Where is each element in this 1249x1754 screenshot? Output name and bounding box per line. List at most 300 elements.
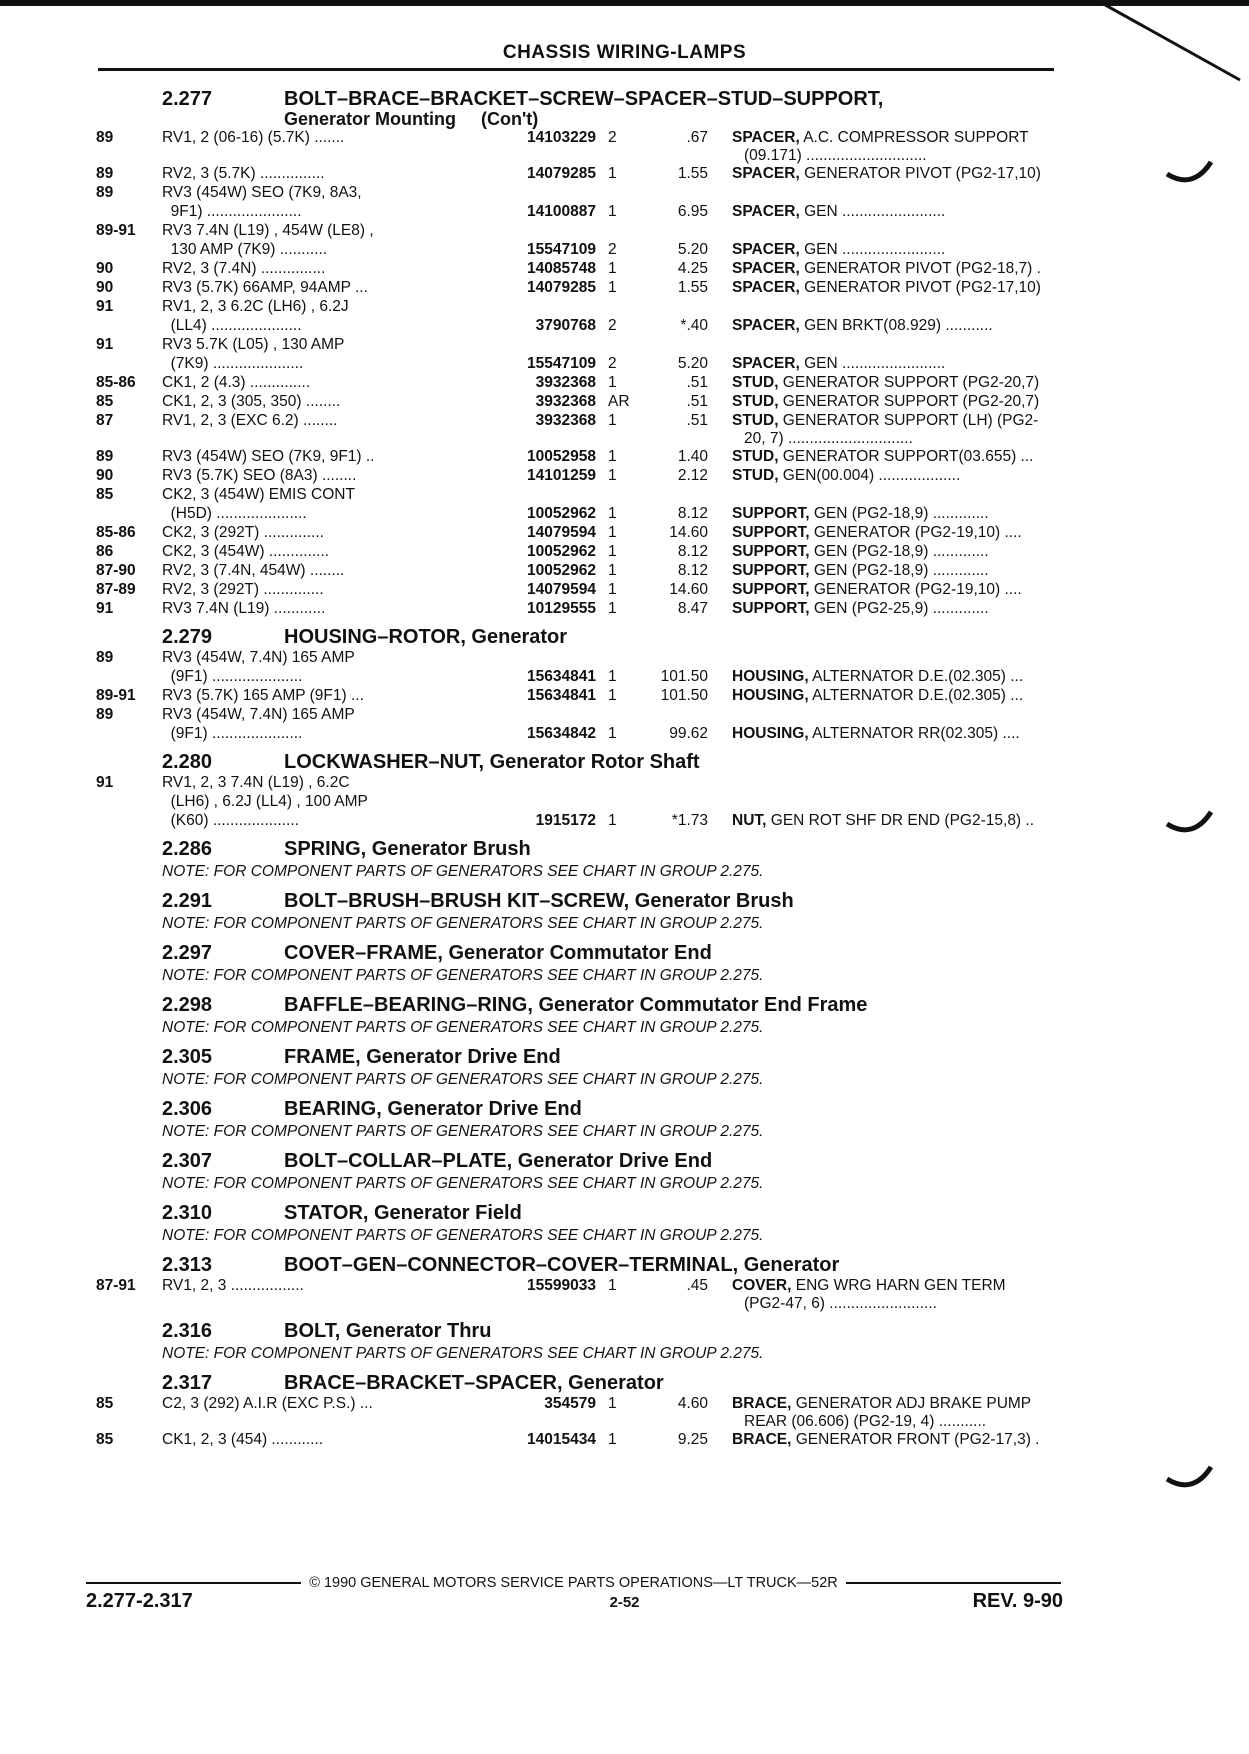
application: RV2, 3 (7.4N) ............... <box>162 260 326 277</box>
page-title: CHASSIS WIRING-LAMPS <box>502 42 747 63</box>
application: RV1, 2, 3 7.4N (L19) , 6.2C <box>162 774 350 791</box>
model-year: 85-86 <box>96 374 136 391</box>
quantity: 1 <box>608 581 617 598</box>
quantity: 1 <box>608 812 617 829</box>
application: 130 AMP (7K9) ........... <box>162 241 328 258</box>
application: RV3 (5.7K) SEO (8A3) ........ <box>162 467 357 484</box>
description-continuation: (09.171) ............................ <box>744 147 927 164</box>
section-number: 2.279 <box>162 626 213 648</box>
description-noun: SPACER, <box>732 260 800 277</box>
part-row <box>96 686 1058 705</box>
description-detail: GENERATOR SUPPORT (PG2-20,7) <box>778 393 1040 410</box>
part-number <box>488 335 596 354</box>
description <box>708 1394 1058 1413</box>
model-year <box>96 811 162 830</box>
part-row <box>96 667 1058 686</box>
application: CK2, 3 (454W) EMIS CONT <box>162 486 355 503</box>
part-row <box>96 1430 1058 1449</box>
price: .45 <box>686 1277 708 1294</box>
section-title: HOUSING–ROTOR, Generator <box>284 626 568 648</box>
application: RV3 (5.7K) 165 AMP (9F1) ... <box>162 687 364 704</box>
model-year: 89 <box>96 184 114 201</box>
description <box>708 373 1058 392</box>
application: CK2, 3 (454W) .............. <box>162 543 330 560</box>
price <box>636 335 708 354</box>
description <box>708 447 1058 466</box>
description-detail: GENERATOR SUPPORT (PG2-20,7) <box>778 374 1040 391</box>
part-row <box>96 183 1058 202</box>
section-note: NOTE: FOR COMPONENT PARTS OF GENERATORS SEE CHART IN GROUP 2.275. <box>162 1227 764 1244</box>
description-noun: STUD, <box>732 448 779 465</box>
part-number: 14079285 <box>527 165 596 182</box>
part-number: 15547109 <box>527 241 596 258</box>
section-number: 2.291 <box>162 890 213 912</box>
part-row <box>96 504 1058 523</box>
quantity <box>596 297 636 316</box>
application: RV1, 2 (06-16) (5.7K) ....... <box>162 129 345 146</box>
application: (K60) .................... <box>162 812 299 829</box>
part-row <box>96 202 1058 221</box>
part-row <box>96 705 1058 724</box>
quantity: 1 <box>608 562 617 579</box>
description-detail: GEN (PG2-18,9) ............. <box>809 505 989 522</box>
application: CK2, 3 (292T) .............. <box>162 524 324 541</box>
description-noun: SUPPORT, <box>732 505 810 522</box>
description <box>708 202 1058 221</box>
description-noun: SPACER, <box>732 355 800 372</box>
section-title: BOLT–COLLAR–PLATE, Generator Drive End <box>284 1150 713 1172</box>
part-number: 354579 <box>544 1395 596 1412</box>
description-detail: GEN BRKT(08.929) ........... <box>799 317 993 334</box>
application: CK1, 2 (4.3) .............. <box>162 374 311 391</box>
part-number <box>488 485 596 504</box>
price: 5.20 <box>677 355 708 372</box>
model-year <box>96 354 162 373</box>
application-continuation <box>162 430 708 447</box>
section-note: NOTE: FOR COMPONENT PARTS OF GENERATORS SEE CHART IN GROUP 2.275. <box>162 1019 764 1036</box>
section-heading <box>96 1046 1058 1068</box>
section-heading <box>96 626 1058 648</box>
description <box>708 580 1058 599</box>
price: *1.73 <box>671 812 708 829</box>
section-heading <box>96 942 1058 964</box>
description <box>708 724 1058 743</box>
price: 6.95 <box>677 203 708 220</box>
section-heading <box>96 751 1058 773</box>
application: CK1, 2, 3 (305, 350) ........ <box>162 393 341 410</box>
part-number: 10052958 <box>527 448 596 465</box>
description-noun: SUPPORT, <box>732 524 810 541</box>
section-note: NOTE: FOR COMPONENT PARTS OF GENERATORS SEE CHART IN GROUP 2.275. <box>162 1345 764 1362</box>
group-range: 2.277-2.317 <box>86 1590 193 1612</box>
model-year <box>96 316 162 335</box>
section-number: 2.316 <box>162 1320 213 1342</box>
quantity <box>596 792 636 811</box>
description-detail: GENERATOR SUPPORT (LH) (PG2- <box>778 412 1039 429</box>
price: .67 <box>686 129 708 146</box>
application-continuation <box>162 147 708 164</box>
page-number: 2-52 <box>609 1594 640 1611</box>
price <box>636 485 708 504</box>
description <box>708 354 1058 373</box>
application: RV3 7.4N (L19) , 454W (LE8) , <box>162 222 374 239</box>
part-row <box>96 164 1058 183</box>
model-year: 87-89 <box>96 581 136 598</box>
model-year <box>96 667 162 686</box>
part-number: 3932368 <box>535 393 596 410</box>
model-year: 89-91 <box>96 222 136 239</box>
application: (H5D) ..................... <box>162 505 307 522</box>
description-detail: GENERATOR FRONT (PG2-17,3) . <box>791 1431 1040 1448</box>
price: 1.40 <box>677 448 708 465</box>
parts-listing <box>96 80 1058 1449</box>
section-title: BEARING, Generator Drive End <box>284 1098 582 1120</box>
part-row <box>96 561 1058 580</box>
price: 4.60 <box>677 1395 708 1412</box>
section-title: BRACE–BRACKET–SPACER, Generator <box>284 1372 664 1394</box>
part-row-continuation <box>96 1295 1058 1312</box>
application: (9F1) ..................... <box>162 725 303 742</box>
model-year: 85 <box>96 1431 114 1448</box>
part-number <box>488 773 596 792</box>
part-row <box>96 811 1058 830</box>
price <box>636 773 708 792</box>
description <box>708 561 1058 580</box>
description-detail: GEN ........................ <box>799 203 946 220</box>
part-row <box>96 128 1058 147</box>
model-year: 90 <box>96 260 114 277</box>
model-year: 91 <box>96 774 114 791</box>
description-detail: GENERATOR PIVOT (PG2-17,10) <box>799 165 1041 182</box>
model-year: 91 <box>96 336 114 353</box>
price <box>636 648 708 667</box>
application: RV3 (454W) SEO (7K9, 9F1) .. <box>162 448 375 465</box>
section-heading <box>96 1150 1058 1172</box>
quantity: 1 <box>608 725 617 742</box>
quantity: 2 <box>608 317 617 334</box>
description-detail: GENERATOR ADJ BRAKE PUMP <box>791 1395 1032 1412</box>
section-title: STATOR, Generator Field <box>284 1202 522 1224</box>
price <box>636 183 708 202</box>
quantity: 1 <box>608 374 617 391</box>
application-continuation <box>162 1295 708 1312</box>
section-title: COVER–FRAME, Generator Commutator End <box>284 942 712 964</box>
section-number: 2.286 <box>162 838 213 860</box>
part-row <box>96 411 1058 430</box>
application-continuation <box>162 1413 708 1430</box>
application: RV1, 2, 3 6.2C (LH6) , 6.2J <box>162 298 349 315</box>
price: 8.47 <box>677 600 708 617</box>
part-row <box>96 466 1058 485</box>
quantity: AR <box>608 393 630 410</box>
description-detail: GEN ........................ <box>799 241 946 258</box>
part-row <box>96 523 1058 542</box>
description-continuation: (PG2-47, 6) ......................... <box>744 1295 937 1312</box>
part-number: 14085748 <box>527 260 596 277</box>
quantity <box>596 183 636 202</box>
part-number: 1915172 <box>535 812 596 829</box>
quantity: 1 <box>608 1431 617 1448</box>
application: RV3 (454W, 7.4N) 165 AMP <box>162 649 355 666</box>
quantity: 1 <box>608 448 617 465</box>
section-heading <box>96 88 1058 110</box>
section-number: 2.307 <box>162 1150 213 1172</box>
description <box>708 335 1058 354</box>
price: .51 <box>686 393 708 410</box>
quantity <box>596 648 636 667</box>
description <box>708 297 1058 316</box>
footer-rule <box>86 1575 1061 1591</box>
part-row <box>96 485 1058 504</box>
quantity: 1 <box>608 412 617 429</box>
quantity: 1 <box>608 668 617 685</box>
section-number: 2.298 <box>162 994 213 1016</box>
part-number: 3790768 <box>535 317 596 334</box>
part-row <box>96 335 1058 354</box>
description-noun: SPACER, <box>732 203 800 220</box>
part-number: 14100887 <box>527 203 596 220</box>
description-detail: GENERATOR (PG2-19,10) .... <box>809 524 1022 541</box>
price: 8.12 <box>677 505 708 522</box>
model-year: 85-86 <box>96 524 136 541</box>
application: RV2, 3 (7.4N, 454W) ........ <box>162 562 345 579</box>
part-number <box>488 183 596 202</box>
section-number: 2.310 <box>162 1202 213 1224</box>
part-row <box>96 240 1058 259</box>
description-detail: ALTERNATOR RR(02.305) .... <box>808 725 1020 742</box>
part-row <box>96 278 1058 297</box>
section-note: NOTE: FOR COMPONENT PARTS OF GENERATORS SEE CHART IN GROUP 2.275. <box>162 1071 764 1088</box>
section-heading <box>96 994 1058 1016</box>
section-note: NOTE: FOR COMPONENT PARTS OF GENERATORS SEE CHART IN GROUP 2.275. <box>162 863 764 880</box>
description-noun: SUPPORT, <box>732 581 810 598</box>
quantity: 1 <box>608 524 617 541</box>
model-year <box>96 724 162 743</box>
quantity: 1 <box>608 203 617 220</box>
quantity: 1 <box>608 600 617 617</box>
price: 8.12 <box>677 543 708 560</box>
price <box>636 221 708 240</box>
section-note: NOTE: FOR COMPONENT PARTS OF GENERATORS SEE CHART IN GROUP 2.275. <box>162 915 764 932</box>
description-detail: ALTERNATOR D.E.(02.305) ... <box>808 687 1024 704</box>
section-number: 2.306 <box>162 1098 213 1120</box>
revision-label: REV. 9-90 <box>972 1590 1063 1612</box>
section-heading <box>96 1254 1058 1276</box>
part-number <box>488 221 596 240</box>
section-title: LOCKWASHER–NUT, Generator Rotor Shaft <box>284 751 700 773</box>
application: RV2, 3 (292T) .............. <box>162 581 324 598</box>
application: (LL4) ..................... <box>162 317 302 334</box>
description <box>708 240 1058 259</box>
description-detail: GEN ROT SHF DR END (PG2-15,8) .. <box>766 812 1035 829</box>
model-year: 89 <box>96 448 114 465</box>
section-title: BOLT–BRUSH–BRUSH KIT–SCREW, Generator Brush <box>284 890 794 912</box>
application: RV3 5.7K (L05) , 130 AMP <box>162 336 345 353</box>
description-noun: SPACER, <box>732 129 800 146</box>
description <box>708 164 1058 183</box>
description <box>708 1430 1058 1449</box>
description-noun: HOUSING, <box>732 725 809 742</box>
section-note: NOTE: FOR COMPONENT PARTS OF GENERATORS SEE CHART IN GROUP 2.275. <box>162 1175 764 1192</box>
price: 1.55 <box>677 279 708 296</box>
section-heading <box>96 890 1058 912</box>
application: CK1, 2, 3 (454) ............ <box>162 1431 324 1448</box>
description <box>708 705 1058 724</box>
quantity: 1 <box>608 165 617 182</box>
description-noun: SUPPORT, <box>732 600 810 617</box>
model-year: 85 <box>96 1395 114 1412</box>
section-title: BOOT–GEN–CONNECTOR–COVER–TERMINAL, Generator <box>284 1254 840 1276</box>
description <box>708 811 1058 830</box>
quantity: 1 <box>608 279 617 296</box>
price: 2.12 <box>677 467 708 484</box>
application: RV2, 3 (5.7K) ............... <box>162 165 325 182</box>
description-noun: SPACER, <box>732 317 800 334</box>
quantity: 1 <box>608 687 617 704</box>
part-number: 14079594 <box>527 581 596 598</box>
quantity: 2 <box>608 241 617 258</box>
section-title: SPRING, Generator Brush <box>284 838 531 860</box>
quantity <box>596 773 636 792</box>
description <box>708 485 1058 504</box>
application: RV1, 2, 3 (EXC 6.2) ........ <box>162 412 338 429</box>
part-row <box>96 724 1058 743</box>
model-year: 89 <box>96 129 114 146</box>
description-noun: SPACER, <box>732 165 800 182</box>
section-title: BOLT–BRACE–BRACKET–SCREW–SPACER–STUD–SUPPORT, <box>284 88 884 110</box>
section-number: 2.313 <box>162 1254 213 1276</box>
part-row <box>96 792 1058 811</box>
price: 101.50 <box>660 687 708 704</box>
description-detail: GEN (PG2-18,9) ............. <box>809 562 989 579</box>
application: (LH6) , 6.2J (LL4) , 100 AMP <box>162 793 368 810</box>
model-year: 89-91 <box>96 687 136 704</box>
price <box>636 792 708 811</box>
part-number <box>488 792 596 811</box>
section-number: 2.317 <box>162 1372 213 1394</box>
price <box>636 705 708 724</box>
description <box>708 773 1058 792</box>
quantity: 1 <box>608 543 617 560</box>
part-number: 14101259 <box>527 467 596 484</box>
description <box>708 259 1058 278</box>
part-number <box>488 705 596 724</box>
part-row <box>96 447 1058 466</box>
description-detail: ALTERNATOR D.E.(02.305) ... <box>808 668 1024 685</box>
part-number: 10052962 <box>527 505 596 522</box>
description-noun: STUD, <box>732 374 779 391</box>
section-number: 2.305 <box>162 1046 213 1068</box>
part-number: 15634841 <box>527 668 596 685</box>
part-row <box>96 316 1058 335</box>
model-year: 85 <box>96 393 114 410</box>
copyright-notice: © 1990 GENERAL MOTORS SERVICE PARTS OPERATIONS—LT TRUCK—52R <box>309 1575 838 1591</box>
description-detail: GEN (PG2-18,9) ............. <box>809 543 989 560</box>
price: 5.20 <box>677 241 708 258</box>
description-noun: SPACER, <box>732 279 800 296</box>
description <box>708 466 1058 485</box>
description-detail: GENERATOR PIVOT (PG2-17,10) <box>799 279 1041 296</box>
description-detail: GENERATOR SUPPORT(03.655) ... <box>778 448 1034 465</box>
model-year: 85 <box>96 486 114 503</box>
model-year <box>96 792 162 811</box>
model-year: 91 <box>96 298 114 315</box>
part-row-continuation <box>96 1413 1058 1430</box>
section-number: 2.297 <box>162 942 213 964</box>
part-row <box>96 297 1058 316</box>
application: C2, 3 (292) A.I.R (EXC P.S.) ... <box>162 1395 373 1412</box>
model-year: 86 <box>96 543 114 560</box>
description <box>708 392 1058 411</box>
model-year: 91 <box>96 600 114 617</box>
description-noun: SUPPORT, <box>732 562 810 579</box>
description-detail: GEN(00.004) ................... <box>778 467 961 484</box>
description-noun: BRACE, <box>732 1431 792 1448</box>
part-row <box>96 1394 1058 1413</box>
description-detail: A.C. COMPRESSOR SUPPORT <box>799 129 1029 146</box>
description <box>708 523 1058 542</box>
description <box>708 542 1058 561</box>
price: 8.12 <box>677 562 708 579</box>
section-heading <box>96 838 1058 860</box>
section-number: 2.277 <box>162 88 213 110</box>
quantity: 1 <box>608 467 617 484</box>
section-note: NOTE: FOR COMPONENT PARTS OF GENERATORS SEE CHART IN GROUP 2.275. <box>162 967 764 984</box>
part-number: 10052962 <box>527 562 596 579</box>
price: .51 <box>686 374 708 391</box>
description-detail: GEN (PG2-25,9) ............. <box>809 600 989 617</box>
model-year: 89 <box>96 165 114 182</box>
model-year: 90 <box>96 467 114 484</box>
model-year: 87 <box>96 412 114 429</box>
quantity: 1 <box>608 505 617 522</box>
application: (9F1) ..................... <box>162 668 303 685</box>
quantity: 1 <box>608 1277 617 1294</box>
part-row <box>96 354 1058 373</box>
part-number: 15634841 <box>527 687 596 704</box>
description-continuation: 20, 7) ............................. <box>744 430 913 447</box>
description-noun: STUD, <box>732 412 779 429</box>
punch-hole-mark <box>1165 160 1213 188</box>
part-number <box>488 648 596 667</box>
part-row <box>96 1276 1058 1295</box>
quantity <box>596 335 636 354</box>
part-row <box>96 580 1058 599</box>
part-number: 14079594 <box>527 524 596 541</box>
quantity <box>596 221 636 240</box>
price: 4.25 <box>677 260 708 277</box>
part-row <box>96 392 1058 411</box>
description-noun: STUD, <box>732 393 779 410</box>
description <box>708 183 1058 202</box>
description <box>708 411 1058 430</box>
description <box>708 667 1058 686</box>
description <box>708 278 1058 297</box>
description-noun: BRACE, <box>732 1395 792 1412</box>
section-title: BOLT, Generator Thru <box>284 1320 492 1342</box>
quantity: 1 <box>608 1395 617 1412</box>
section-heading <box>96 1098 1058 1120</box>
description <box>708 221 1058 240</box>
part-number: 10129555 <box>527 600 596 617</box>
application: RV3 (454W, 7.4N) 165 AMP <box>162 706 355 723</box>
quantity: 2 <box>608 129 617 146</box>
part-number: 3932368 <box>535 374 596 391</box>
quantity <box>596 485 636 504</box>
part-number: 3932368 <box>535 412 596 429</box>
section-note: NOTE: FOR COMPONENT PARTS OF GENERATORS SEE CHART IN GROUP 2.275. <box>162 1123 764 1140</box>
section-heading <box>96 1372 1058 1394</box>
